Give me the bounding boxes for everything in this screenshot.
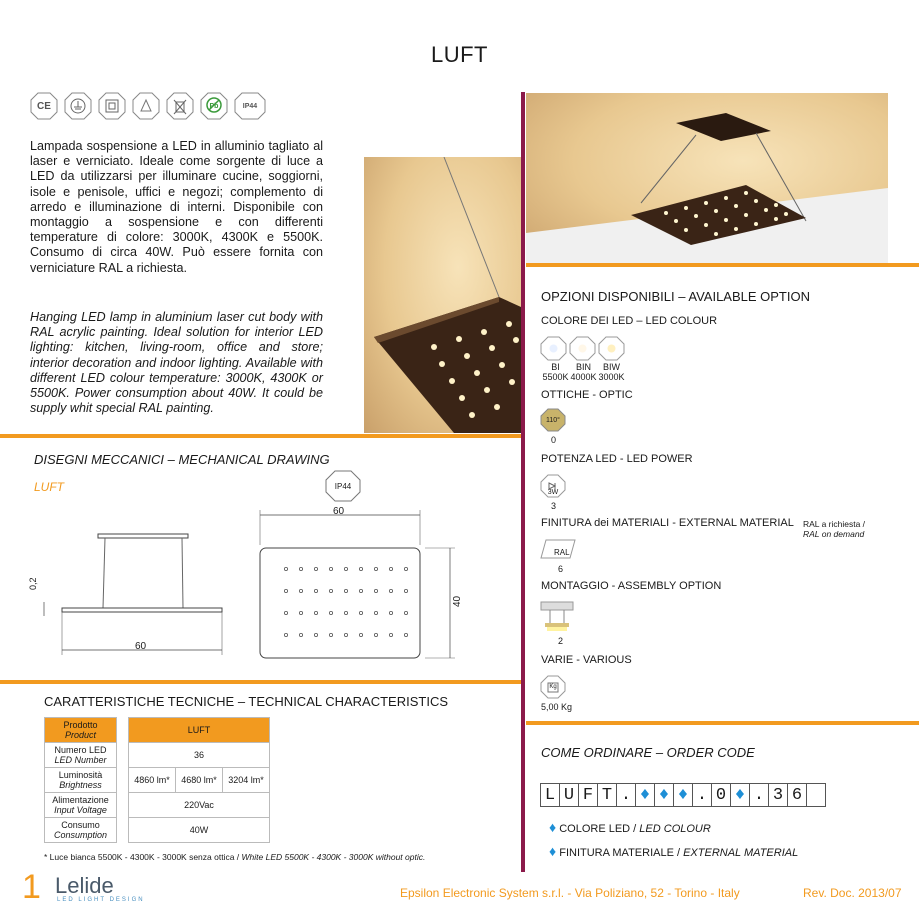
order-legend-led: ♦ COLORE LED / LED COLOUR [549,819,711,835]
diamond-icon: ♦ [549,843,557,859]
code-char: ♦ [730,783,750,807]
brand-logo: Lelide [55,873,114,898]
mount-value: 2 [558,636,564,646]
weight-icon: Kg [540,675,566,699]
code-char: . [692,783,712,807]
top-height-label: 40 [452,595,463,607]
side-width-label: 60 [135,641,147,652]
code-char: 3 [768,783,788,807]
finish-value: 6 [558,564,564,574]
code-char: L [540,783,560,807]
code-char [806,783,826,807]
bin-colour-icon [569,336,596,361]
code-char: ♦ [654,783,674,807]
tech-row-value: 4860 lm* [129,768,176,793]
tech-product-header: Prodotto Product [45,718,117,743]
footer-company: Epsilon Electronic System s.r.l. - Via Poliziano, 52 - Torino - Italy [400,886,740,900]
description-italian: Lampada sospensione a LED in alluminio tagliato al laser e verniciato. Ideale come sorgente di luce a LED da utilizzarsi per illuminare cucine, soggiorni, isole e penisole, uffici e negozi; complemento di arredo e illuminazione di interni. Disponibile con montaggio a sospensione e con differenti temperature di colore: 3000K, 4300K e 5500K. Consumo di circa 40W. Può essere fornita con verniciature RAL a richiesta. [30,139,323,275]
biw-colour-icon [598,336,625,361]
order-legend-finish: ♦ FINITURA MATERIALE / EXTERNAL MATERIAL [549,843,799,859]
tech-footnote: * Luce bianca 5500K - 4300K - 3000K senza ottica / White LED 5500K - 4300K - 3000K without optic. [44,852,426,862]
tech-row-label: Consumo Consumption [45,818,117,843]
optic-label: OTTICHE - OPTIC [541,389,633,401]
led-colour-label: COLORE DEI LED – LED COLOUR [541,315,718,327]
order-title: COME ORDINARE – ORDER CODE [541,745,755,760]
ip44-icon: IP44 [234,92,266,120]
side-height-label: 0,2 [28,577,38,590]
code-char: ♦ [635,783,655,807]
power-value: 3 [551,501,557,511]
tech-row-value: 220Vac [129,793,270,818]
top-view-drawing [250,505,460,665]
tech-table [44,717,270,843]
code-char: . [616,783,636,807]
tech-row-label: Alimentazione Input Voltage [45,793,117,818]
tech-row-value: 36 [129,743,270,768]
code-char: . [749,783,769,807]
drawing-title: DISEGNI MECCANICI – MECHANICAL DRAWING [34,452,330,467]
optic-value: 0 [551,435,557,445]
weight-value: 5,00 Kg [541,702,573,712]
section-separator [526,263,919,267]
bi-colour-icon [540,336,567,361]
code-char: ♦ [673,783,693,807]
drawing-subtitle: LUFT [34,480,64,494]
various-label: VARIE - VARIOUS [541,654,632,666]
order-code-boxes [541,783,826,807]
code-char: U [559,783,579,807]
tech-product-name: LUFT [129,718,270,743]
ground-icon [64,92,92,120]
top-width-label: 60 [333,506,345,517]
section-separator [0,680,521,684]
led-colour-codes: BI 5500K BIN 4000K BIW 3000K [542,362,625,382]
diamond-icon: ♦ [549,819,557,835]
certification-icons [30,92,266,120]
code-char: 0 [711,783,731,807]
tech-title: CARATTERISTICHE TECNICHE – TECHNICAL CHARACTERISTICS [44,694,449,709]
lamp-photo-wide [526,93,888,263]
side-view-drawing [30,520,230,660]
brand-tagline: LED LIGHT DESIGN [57,897,145,903]
weee-bin-icon [166,92,194,120]
page-title: LUFT [431,42,488,67]
ce-mark-icon: CE [30,92,58,120]
code-char: 6 [787,783,807,807]
flame-icon [132,92,160,120]
class-two-icon [98,92,126,120]
ip44-drawing-icon: IP44 [325,470,361,502]
mount-label: MONTAGGIO - ASSEMBLY OPTION [541,580,722,592]
description-english: Hanging LED lamp in aluminium laser cut body with RAL acrylic painting. Ideal solution for interior LED lighting: kitchen, living-room, office and store; interior decoration and indoor lighting. Available with different LED colour temperature: 3000K, 4300K or 5500K. Power consumption about 40W. It could be supply whit special RAL painting. [30,310,323,416]
lead-free-icon: Pb [200,92,228,120]
section-separator [0,434,521,438]
ral-icon: RAL [540,538,576,560]
options-title: OPZIONI DISPONIBILI – AVAILABLE OPTION [541,289,810,304]
tech-row-value: 4680 lm* [176,768,223,793]
tech-row-value: 3204 lm* [223,768,270,793]
lamp-photo-closeup [364,157,521,433]
finish-note: RAL a richiesta / RAL on demand [803,519,866,539]
page-number: 1 [22,868,41,906]
section-separator [526,721,919,725]
tech-row-label: Numero LED LED Number [45,743,117,768]
optic-icon: 110° [540,408,566,432]
suspension-mount-icon [540,601,574,633]
tech-row-label: Luminosità Brightness [45,768,117,793]
finish-label: FINITURA dei MATERIALI - EXTERNAL MATERIAL [541,517,794,529]
led-colour-options [540,336,625,361]
power-icon: 3W [540,474,566,498]
power-label: POTENZA LED - LED POWER [541,453,693,465]
code-char: T [597,783,617,807]
footer-revision: Rev. Doc. 2013/07 [803,886,902,900]
code-char: F [578,783,598,807]
tech-row-value: 40W [129,818,270,843]
vertical-divider [521,92,525,872]
